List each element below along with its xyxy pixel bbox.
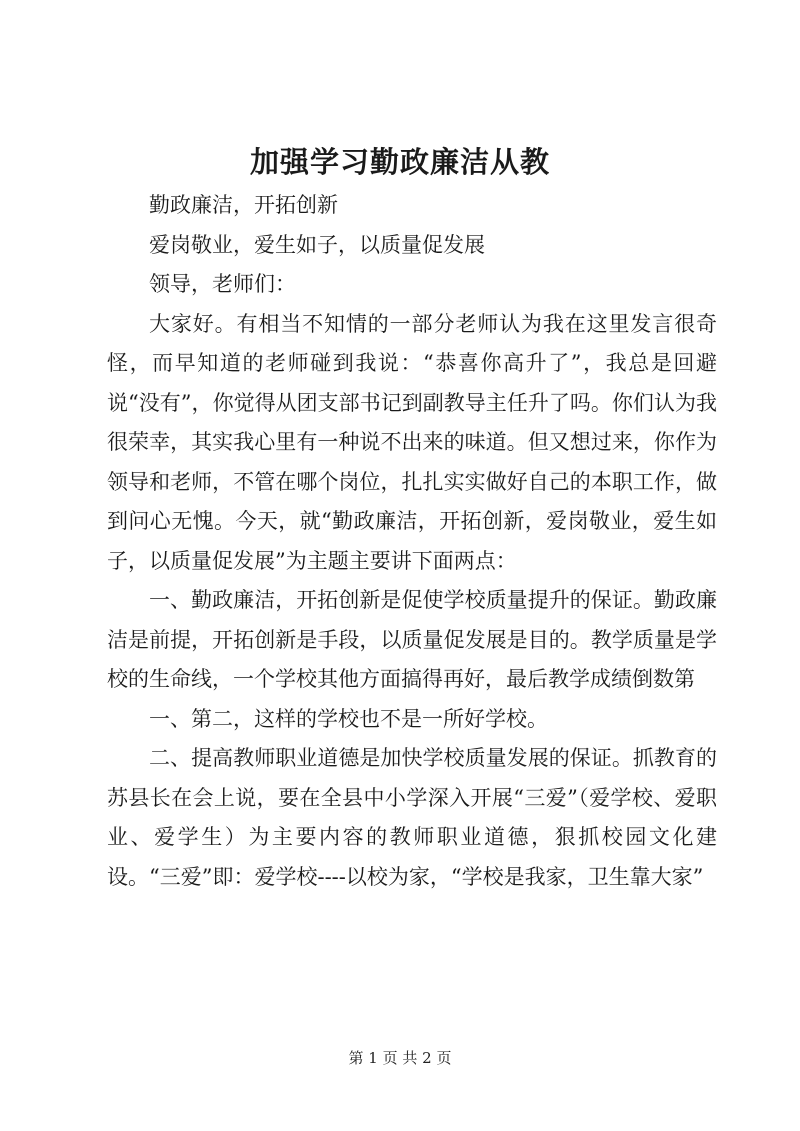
document-title: 加强学习勤政廉洁从教 <box>249 145 550 179</box>
document-body <box>107 186 717 897</box>
paragraph-point-one-cont: 一、第二，这样的学校也不是一所好学校。 <box>149 706 548 731</box>
page-footer: 第 1 页 共 2 页 <box>348 1049 452 1067</box>
paragraph-point-two: 二、提高教师职业道德是加快学校质量发展的保证。抓教育的苏县长在会上说，要在全县中小学深入开展“三爱”（爱学校、爱职业、爱学生）为主要内容的教师职业道德，狠抓校园文化建设。“三爱”即：爱学校----以校为家，“学校是我家，卫生靠大家” <box>107 746 717 889</box>
paragraph-salutation: 领导，老师们： <box>149 272 296 296</box>
paragraph-greeting: 大家好。有相当不知情的一部分老师认为我在这里发言很奇怪，而早知道的老师碰到我说：“恭喜你高升了”，我总是回避说“没有”，你觉得从团支部书记到副教导主任升了吗。你们认为我很荣幸，其实我心里有一种说不出来的味道。但又想过来，你作为领导和老师，不管在哪个岗位，扎扎实实做好自己的本职工作，做到问心无愧。今天，就“勤政廉洁，开拓创新，爱岗敬业，爱生如子，以质量促发展”为主题主要讲下面两点： <box>107 311 717 573</box>
paragraph-subtitle-2: 爱岗敬业，爱生如子，以质量促发展 <box>149 232 485 257</box>
paragraph-point-one: 一、勤政廉洁，开拓创新是促使学校质量提升的保证。勤政廉洁是前提，开拓创新是手段，以质量促发展是目的。教学质量是学校的生命线，一个学校其他方面搞得再好，最后教学成绩倒数第 <box>107 588 717 691</box>
paragraph-subtitle-1: 勤政廉洁，开拓创新 <box>149 193 338 217</box>
